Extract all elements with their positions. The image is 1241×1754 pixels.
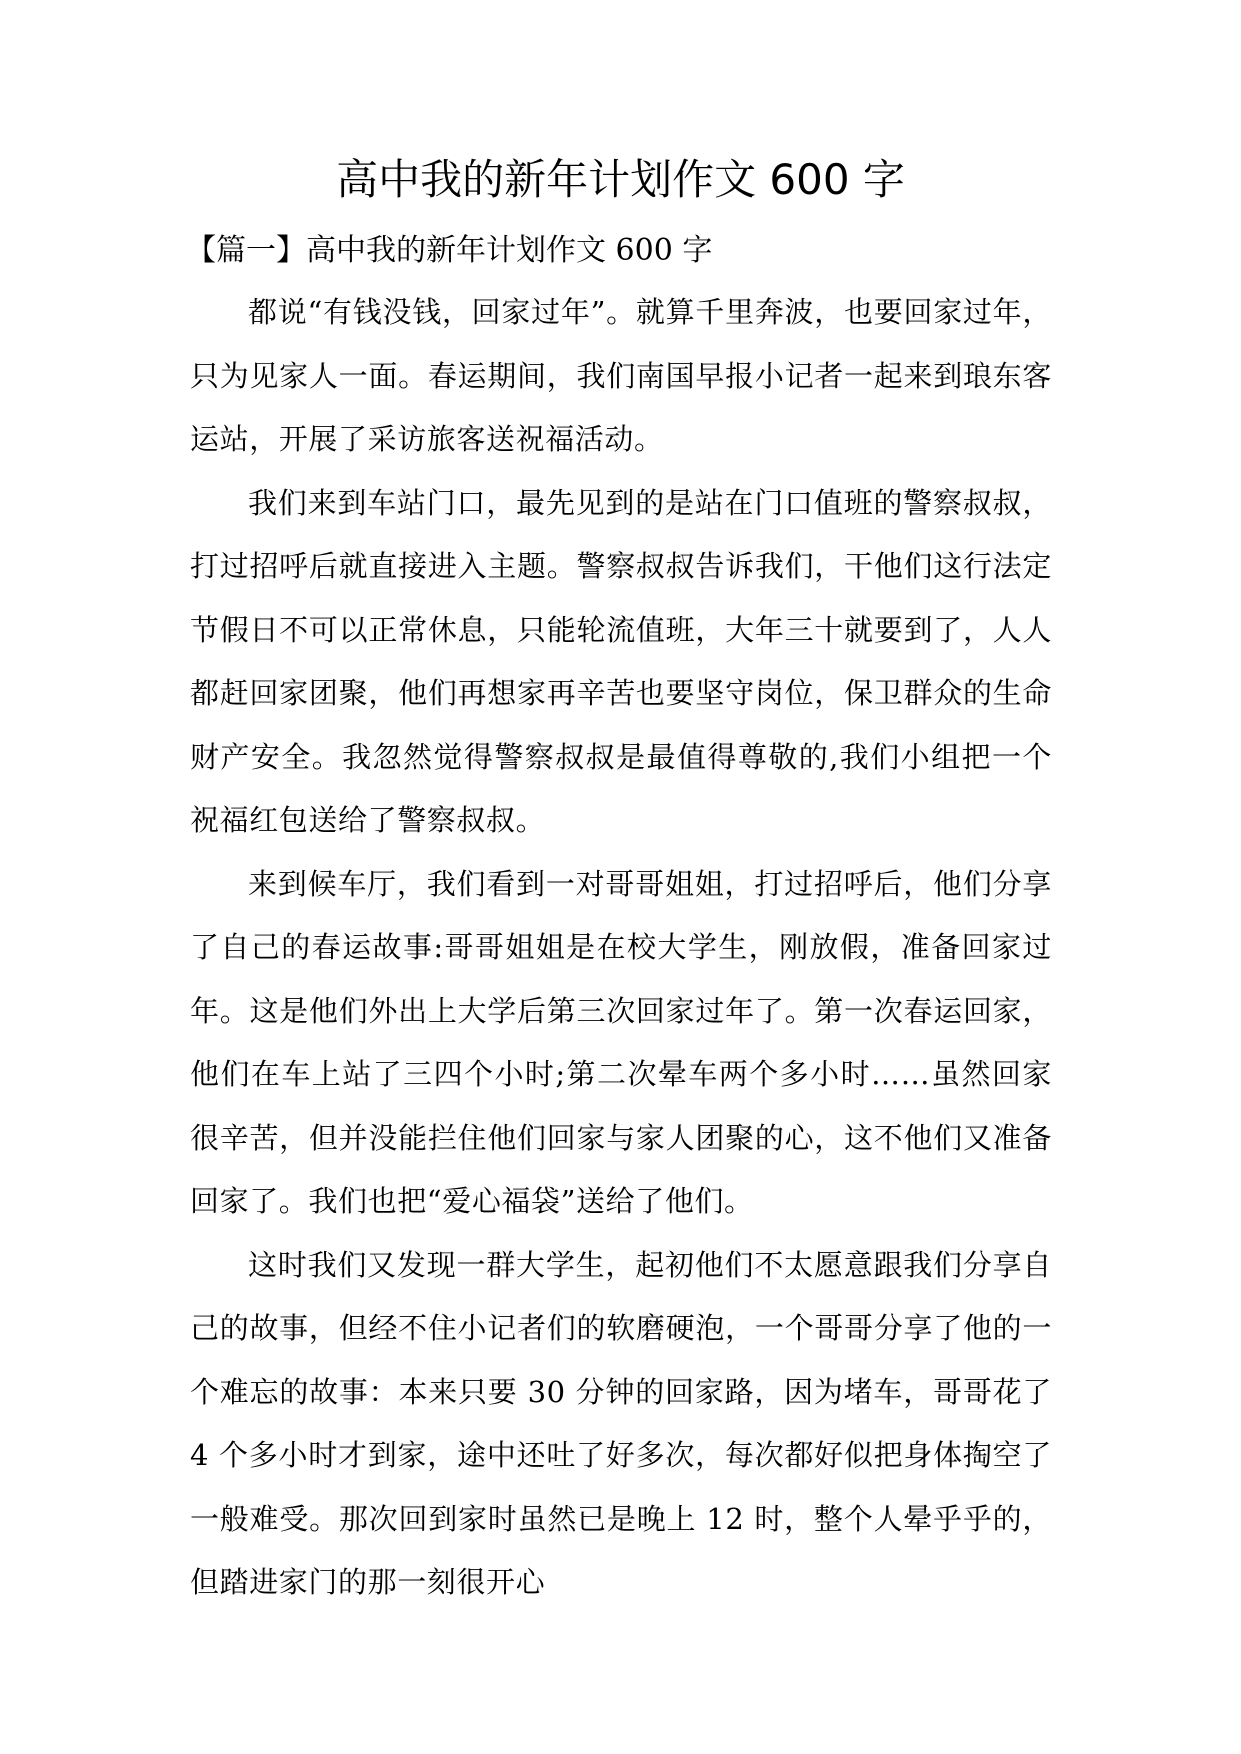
section-heading: 【篇一】高中我的新年计划作文 600 字 — [186, 233, 713, 268]
paragraph: 来到候车厅，我们看到一对哥哥姐姐，打过招呼后，他们分享了自己的春运故事:哥哥姐姐是在校大学生，刚放假，准备回家过年。这是他们外出上大学后第三次回家过年了。第一次春运回家，他们在车上站了三四个小时;第二次晕车两个多小时……虽然回家很辛苦，但并没能拦住他们回家与家人团聚的心，这不他们又准备回家了。我们也把“爱心福袋”送给了他们。 — [190, 866, 1052, 1218]
paragraph: 都说“有钱没钱，回家过年”。就算千里奔波，也要回家过年，只为见家人一面。春运期间，我们南国早报小记者一起来到琅东客运站，开展了采访旅客送祝福活动。 — [190, 295, 1052, 456]
paragraph: 我们来到车站门口，最先见到的是站在门口值班的警察叔叔，打过招呼后就直接进入主题。警察叔叔告诉我们，干他们这行法定节假日不可以正常休息，只能轮流值班，大年三十就要到了，人人都赶回家团聚，他们再想家再辛苦也要坚守岗位，保卫群众的生命财产安全。我忽然觉得警察叔叔是最值得尊敬的,我们小组把一个祝福红包送给了警察叔叔。 — [190, 485, 1052, 837]
article-body — [190, 281, 1052, 1615]
paragraph: 这时我们又发现一群大学生，起初他们不太愿意跟我们分享自己的故事，但经不住小记者们的软磨硬泡，一个哥哥分享了他的一个难忘的故事：本来只要 30 分钟的回家路，因为堵车，哥哥花了 4 个多小时才到家，途中还吐了好多次，每次都好似把身体掏空了一般难受。那次回到家时虽然已是晚上 12 时，整个人晕乎乎的，但踏进家门的那一刻很开心 — [190, 1247, 1052, 1599]
document-title: 高中我的新年计划作文 600 字 — [336, 155, 905, 204]
